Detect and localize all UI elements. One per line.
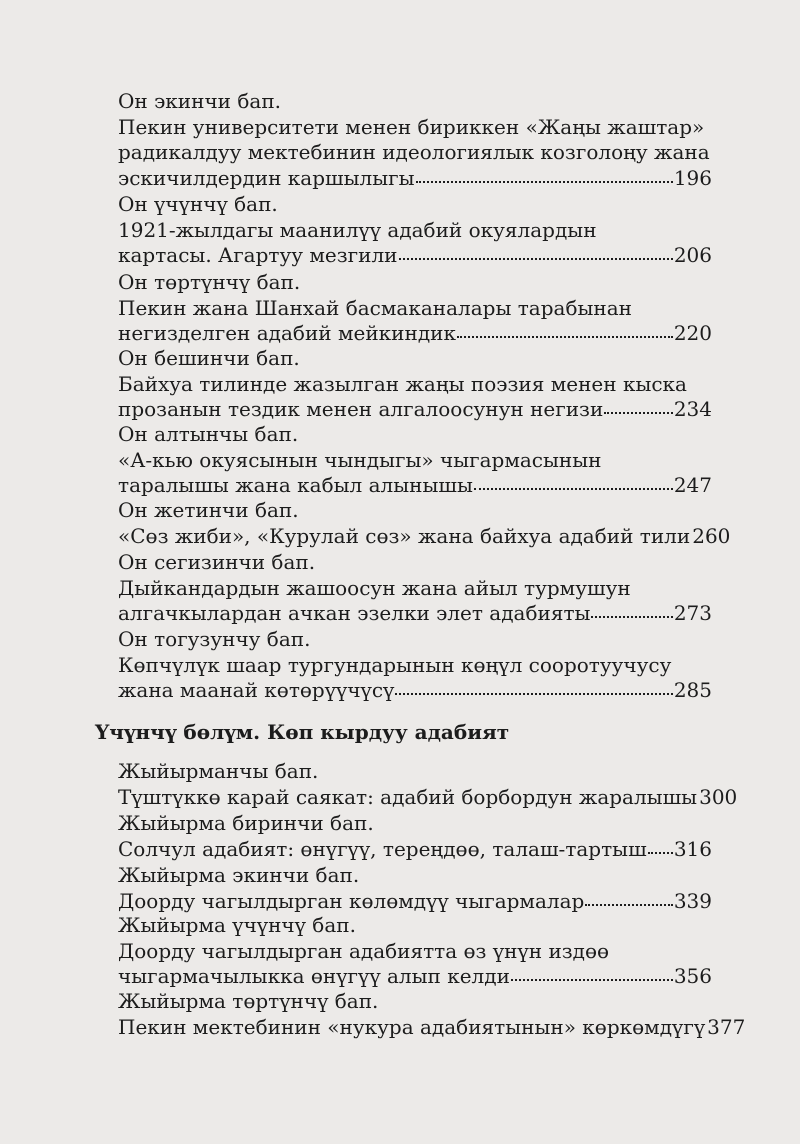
dot-leader (399, 258, 673, 260)
toc-entry-ch17 (118, 498, 731, 549)
toc-entry-ch20 (118, 759, 738, 810)
chapter-label: Он экинчи бап. (118, 89, 282, 113)
page-number: 339 (673, 888, 712, 913)
title-last-line (118, 889, 712, 915)
toc-entry-ch23 (118, 913, 712, 990)
title-last-line (118, 523, 731, 550)
page-number: 356 (673, 964, 712, 988)
chapter-label: Жыйырма төртүнчү бап. (118, 989, 379, 1013)
title-last-line (118, 678, 712, 704)
chapter-label: Он бешинчи бап. (118, 346, 300, 370)
title-text: Пекин мектебинин «нукура адабиятынын» көркөмдүгү (118, 1014, 706, 1039)
dot-leader (604, 412, 673, 414)
chapter-label: Он сегизинчи бап. (118, 550, 316, 574)
page-number: 300 (699, 784, 738, 809)
title-line: «А-кью окуясынын чындыгы» чыгармасынын (118, 447, 602, 472)
dot-leader (648, 852, 673, 854)
page-number: 196 (673, 165, 712, 190)
toc-entry-ch24 (118, 989, 746, 1040)
title-text: эскичилдердин каршылыгы (118, 165, 415, 190)
title-last-line (118, 397, 712, 423)
title-text: таралышы жана кабыл алынышы (118, 473, 473, 497)
chapter-label: Он үчүнчү бап. (118, 192, 278, 216)
toc-entry-ch22 (118, 863, 712, 914)
title-text: «Сөз жиби», «Курулай сөз» жана байхуа адабий тили (118, 523, 691, 548)
chapter-label: Он алтынчы бап. (118, 422, 299, 446)
page-number: 260 (692, 523, 731, 548)
title-text: Доорду чагылдырган көлөмдүү чыгармалар (118, 888, 585, 913)
title-last-line (118, 166, 712, 192)
title-text: чыгармачылыкка өнүгүү алып келди (118, 964, 510, 988)
page-number: 234 (673, 397, 712, 421)
toc-entry-ch12 (118, 89, 712, 191)
page-number: 316 (673, 836, 712, 861)
toc-entry-ch13 (118, 192, 712, 269)
title-line: Дыйкандардын жашоосун жана айыл турмушун (118, 575, 631, 600)
toc-entry-ch19 (118, 627, 712, 704)
toc-entry-ch21 (118, 811, 712, 862)
title-text: негизделген адабий мейкиндик (118, 321, 456, 345)
part-heading: Үчүнчү бөлүм. Көп кырдуу адабият (95, 720, 510, 744)
chapter-label: Он тогузунчу бап. (118, 627, 311, 651)
title-last-line (118, 321, 712, 347)
dot-leader (474, 488, 673, 490)
dot-leader (457, 336, 673, 338)
title-text: алгачкылардан ачкан эзелки элет адабияты (118, 601, 591, 625)
title-line: Байхуа тилинде жазылган жаңы поэзия менен кыска (118, 371, 687, 396)
dot-leader (591, 616, 672, 618)
title-text: Түштүккө карай саякат: адабий борбордун жаралышы (118, 784, 698, 809)
dot-leader (511, 979, 673, 981)
title-last-line (118, 1014, 746, 1041)
toc-entry-ch15 (118, 346, 712, 423)
page-number: 285 (673, 678, 712, 702)
title-text: прозанын тездик менен алгалоосунун негизи (118, 397, 604, 421)
page-number: 206 (673, 243, 712, 267)
chapter-label: Он жетинчи бап. (118, 498, 299, 522)
title-last-line (118, 837, 712, 863)
title-last-line (118, 473, 712, 499)
title-line: 1921-жылдагы маанилүү адабий окуялардын (118, 217, 597, 242)
toc-entry-ch16 (118, 422, 712, 499)
title-line: Көпчүлүк шаар тургундарынын көңүл сооротуучусу (118, 652, 672, 677)
dot-leader (395, 693, 672, 695)
page-number: 273 (673, 601, 712, 625)
chapter-label: Он төртүнчү бап. (118, 270, 301, 294)
page-number: 247 (673, 473, 712, 497)
chapter-label: Жыйырманчы бап. (118, 759, 319, 783)
title-last-line (118, 601, 712, 627)
dot-leader (416, 181, 673, 183)
title-line: Доорду чагылдырган адабиятта өз үнүн издөө (118, 938, 610, 963)
title-last-line (118, 243, 712, 269)
chapter-label: Жыйырма экинчи бап. (118, 863, 360, 887)
page-number: 220 (673, 321, 712, 345)
toc-entry-ch18 (118, 550, 712, 627)
title-line: Пекин жана Шанхай басмаканалары тарабынан (118, 295, 632, 320)
dot-leader (585, 904, 672, 906)
toc-entry-ch14 (118, 270, 712, 347)
chapter-label: Жыйырма үчүнчү бап. (118, 913, 356, 937)
title-text: картасы. Агартуу мезгили (118, 243, 398, 267)
title-text: Солчул адабият: өнүгүү, тереңдөө, талаш-тартыш (118, 836, 647, 861)
title-line: Пекин университети менен бириккен «Жаңы жаштар» (118, 114, 705, 139)
title-last-line (118, 784, 738, 811)
title-last-line (118, 964, 712, 990)
page-number: 377 (707, 1014, 746, 1039)
title-line: радикалдуу мектебинин идеологиялык козголоңу жана (118, 140, 710, 164)
title-text: жана маанай көтөрүүчүсү (118, 678, 395, 702)
chapter-label: Жыйырма биринчи бап. (118, 811, 374, 835)
